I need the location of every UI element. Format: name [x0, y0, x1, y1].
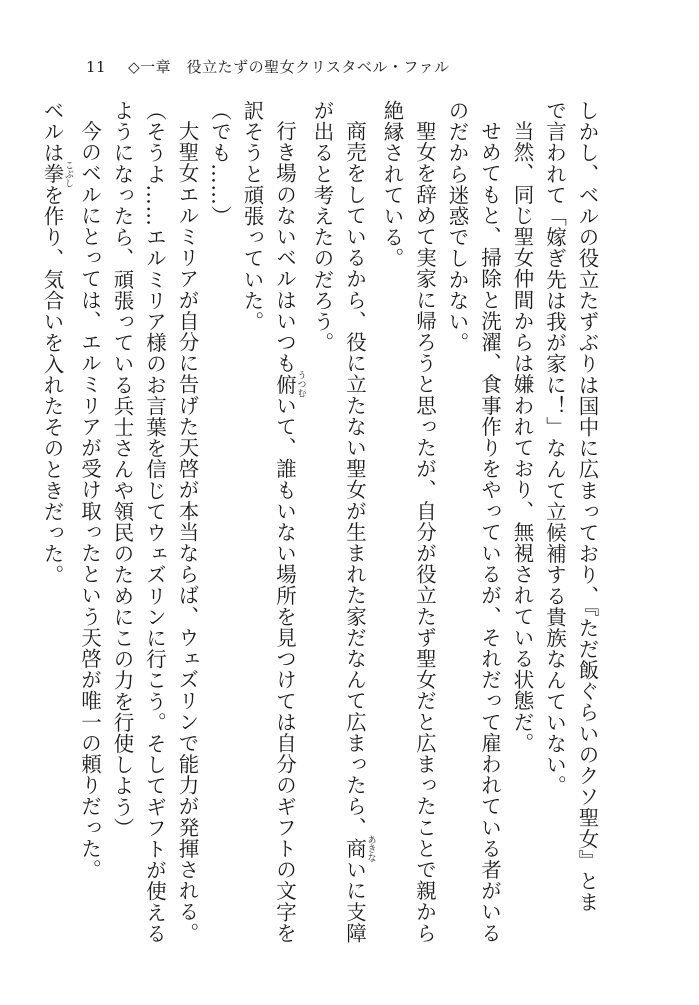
text-segment: （でも……）: [207, 100, 232, 227]
text-line: [73, 100, 106, 980]
ruby-base: 拳: [40, 160, 64, 188]
vertical-text-body: [3, 100, 603, 980]
running-header: [86, 56, 450, 77]
text-segment: で言われて「嫁ぎ先は我が家に！」なんて立候補する貴族なんていない。: [542, 100, 567, 797]
text-segment: のだから迷惑でしかない。: [445, 100, 469, 354]
page-number: 11: [86, 58, 107, 76]
indent-space: [85, 100, 106, 121]
text-line: [408, 100, 441, 980]
text-segment: 大聖女エルミリアが自分に告げた天啓が本当ならば、ウェズリンで能力が発揮される。: [175, 120, 199, 944]
text-segment: を作り、気合いを入れたそのときだった。: [40, 184, 64, 586]
text-line: [203, 100, 236, 980]
text-segment: 当然、同じ聖女仲間からは嫌われており、無視されている状態だ。: [510, 120, 534, 754]
text-segment: 今のベルにとっては、エルミリアが受け取ったという天啓が唯一の頼りだった。: [77, 120, 102, 881]
ruby-reading: あきな: [365, 834, 376, 862]
text-line: [36, 100, 74, 980]
text-segment: が出ると考えたのだろう。: [310, 100, 334, 354]
text-line: [473, 100, 506, 980]
indent-space: [183, 100, 204, 121]
text-segment: いに支障: [342, 859, 367, 944]
text-line: [376, 100, 409, 980]
indent-space: [485, 100, 506, 121]
text-segment: ようになったら、頑張っている兵士さんや領民のためにこの力を行使しよう）: [110, 100, 134, 839]
text-line: [441, 100, 474, 980]
ruby-annotation: [342, 834, 376, 862]
chapter-title: ◇一章 役立たずの聖女クリスタベル・ファル: [128, 58, 450, 76]
text-line: [571, 100, 604, 980]
text-segment: 絶縁されている。: [380, 100, 404, 269]
text-segment: ベルは: [40, 100, 64, 164]
text-line: [338, 100, 376, 980]
text-line: [268, 100, 306, 980]
ruby-annotation: [40, 160, 73, 188]
text-line: [506, 100, 539, 980]
indent-space: [280, 100, 301, 121]
ruby-reading: こぶし: [63, 160, 73, 188]
text-line: [306, 100, 339, 980]
text-segment: しかし、ベルの役立たずぶりは国中に広まっており、『ただ飯ぐらいのクソ聖女』とま: [575, 100, 599, 913]
indent-space: [420, 100, 441, 121]
ruby-reading: うつむ: [295, 370, 306, 398]
text-segment: （そうよ……エルミリア様のお言葉を信じてウェズリンに行こう。そしてギフトが使える: [142, 100, 167, 944]
text-segment: 聖女を辞めて実家に帰ろうと思ったが、自分が役立たず聖女だと広まったことで親から: [412, 120, 437, 944]
text-segment: 商売をしているから、役に立たない聖女が生まれた家だなんて広まったら、: [342, 120, 367, 838]
text-segment: 訳そうと頑張っていた。: [240, 100, 264, 333]
indent-space: [518, 100, 539, 121]
text-line: [171, 100, 204, 980]
text-segment: せめてもと、掃除と洗濯、食事作りをやっているが、それだって雇われている者がいる: [477, 120, 502, 944]
ruby-annotation: [272, 370, 306, 398]
indent-space: [350, 100, 371, 121]
text-line: [236, 100, 269, 980]
ruby-base: 俯: [272, 370, 297, 398]
text-segment: 行き場のないベルはいつも: [272, 120, 297, 374]
text-line: [538, 100, 571, 980]
text-line: [138, 100, 171, 980]
ruby-base: 商: [342, 834, 367, 862]
text-line: [106, 100, 139, 980]
text-segment: いて、誰もいない場所を見つけては自分のギフトの文字を: [272, 394, 297, 944]
